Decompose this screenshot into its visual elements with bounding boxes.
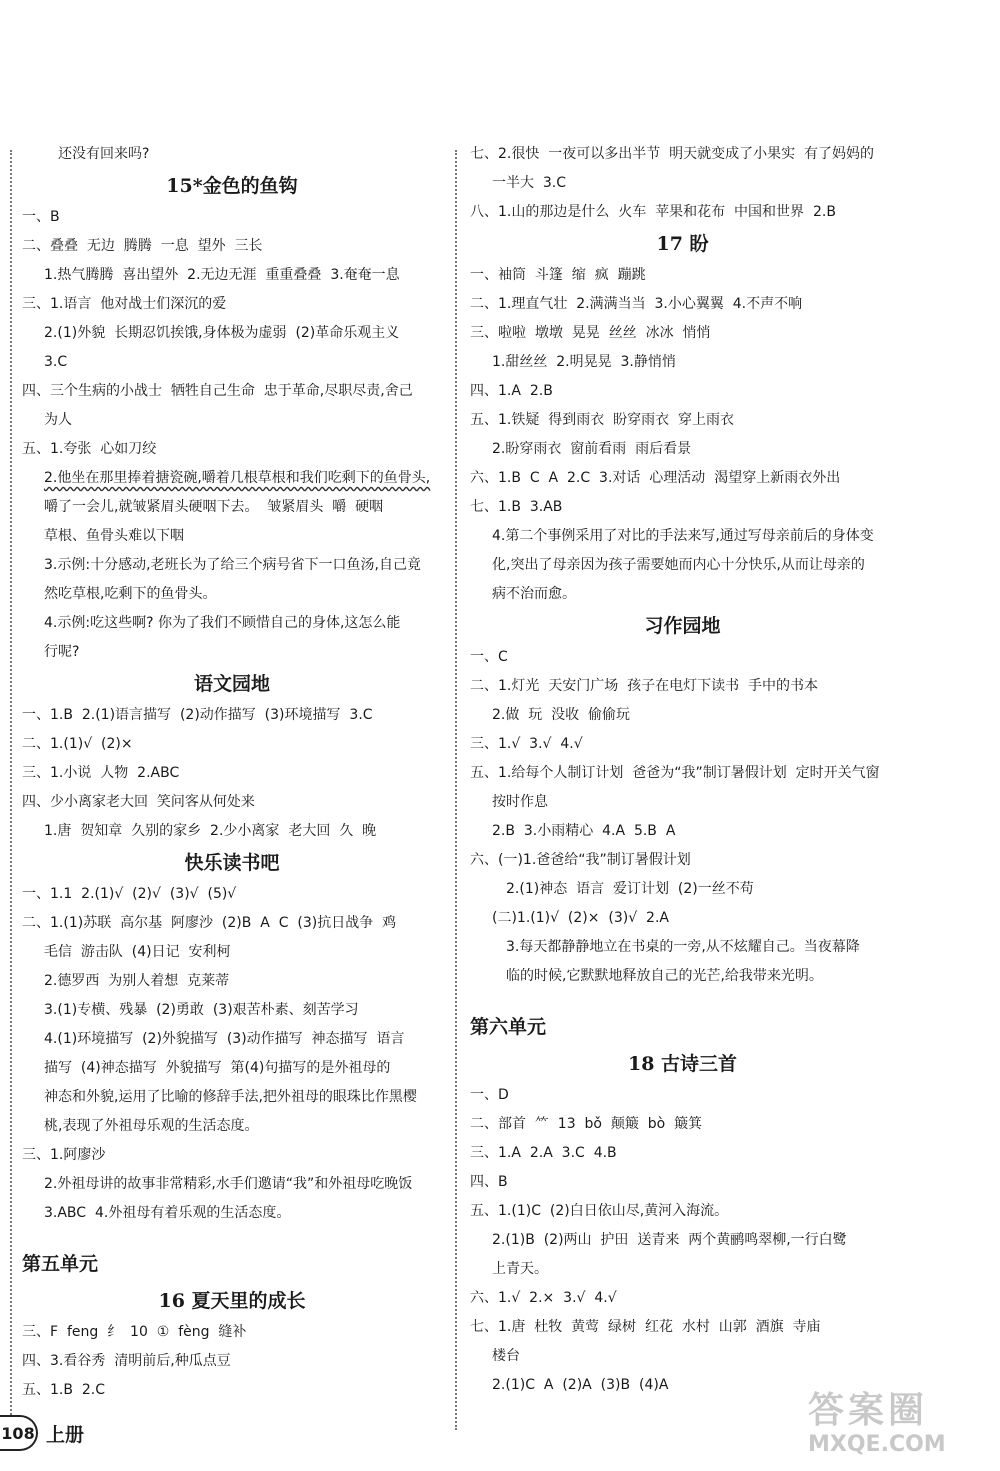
answer-line: 2.B 3.小雨精心 4.A 5.B A xyxy=(492,823,676,839)
answer-line: 3.每天都静静地立在书桌的一旁,从不炫耀自己。当夜幕降 xyxy=(506,939,860,955)
answer-line: 嚼了一会儿,就皱紧眉头硬咽下去。 皱紧眉头 嚼 硬咽 xyxy=(44,499,384,515)
answer-line: 三、1.A 2.A 3.C 4.B xyxy=(470,1145,617,1161)
answer-line: 二、叠叠 无边 腾腾 一息 望外 三长 xyxy=(22,238,263,254)
answer-line: 3.(1)专横、残暴 (2)勇敢 (3)艰苦朴素、刻苦学习 xyxy=(44,1002,359,1018)
answer-line: 2.他坐在那里捧着搪瓷碗,嚼着几根草根和我们吃剩下的鱼骨头, xyxy=(44,470,431,486)
answer-line: 病不治而愈。 xyxy=(492,586,576,602)
watermark-logo: 答案圈 xyxy=(808,1390,929,1431)
left-column xyxy=(22,140,442,1405)
section-heading: 17 盼 xyxy=(656,233,709,255)
answer-line: 四、1.A 2.B xyxy=(470,383,553,399)
answer-line: 化,突出了母亲因为孩子需要她而内心十分快乐,从而让母亲的 xyxy=(492,557,865,573)
answer-line: 楼台 xyxy=(492,1348,520,1364)
answer-line: 2.(1)外貌 长期忍饥挨饿,身体极为虚弱 (2)革命乐观主义 xyxy=(44,325,400,341)
answer-line: 一、袖筒 斗篷 缩 疯 蹦跳 xyxy=(470,267,646,283)
answer-line: 六、1.√ 2.× 3.√ 4.√ xyxy=(470,1290,617,1306)
page-number: 108 xyxy=(0,1415,38,1451)
answer-line: 二、1.灯光 天安门广场 孩子在电灯下读书 手中的书本 xyxy=(470,678,819,694)
answer-line: 2.外祖母讲的故事非常精彩,水手们邀请“我”和外祖母吃晚饭 xyxy=(44,1176,413,1192)
answer-line: 五、1.(1)C (2)白日依山尽,黄河入海流。 xyxy=(470,1203,729,1219)
answer-line: 一、1.1 2.(1)√ (2)√ (3)√ (5)√ xyxy=(22,886,237,902)
answer-line: 一半大 3.C xyxy=(492,175,567,191)
answer-line: 4.第二个事例采用了对比的手法来写,通过写母亲前后的身体变 xyxy=(492,528,874,544)
answer-line: 三、1.语言 他对战士们深沉的爱 xyxy=(22,296,227,312)
answer-line: 六、(一)1.爸爸给“我”制订暑假计划 xyxy=(470,852,691,868)
answer-line: 2.(1)神态 语言 爱订计划 (2)一丝不苟 xyxy=(506,881,754,897)
spacer xyxy=(22,1228,442,1244)
answer-line: 三、啦啦 墩墩 晃晃 丝丝 冰冰 悄悄 xyxy=(470,325,711,341)
answer-line: (二)1.(1)√ (2)× (3)√ 2.A xyxy=(492,910,669,926)
answer-line: 行呢? xyxy=(44,644,80,660)
answer-line: 2.(1)B (2)两山 护田 送青来 两个黄鹂鸣翠柳,一行白鹭 xyxy=(492,1232,847,1248)
answer-line: 3.示例:十分感动,老班长为了给三个病号省下一口鱼汤,自己竟 xyxy=(44,557,421,573)
answer-line: 八、1.山的那边是什么 火车 苹果和花布 中国和世界 2.B xyxy=(470,204,836,220)
answer-line: 上青天。 xyxy=(492,1261,548,1277)
answer-line: 4.(1)环境描写 (2)外貌描写 (3)动作描写 神态描写 语言 xyxy=(44,1031,405,1047)
answer-line: 毛信 游击队 (4)日记 安利柯 xyxy=(44,944,231,960)
answer-line: 四、B xyxy=(470,1174,508,1190)
section-heading: 第五单元 xyxy=(22,1253,99,1275)
answer-line: 1.热气腾腾 喜出望外 2.无边无涯 重重叠叠 3.奄奄一息 xyxy=(44,267,400,283)
answer-line: 一、1.B 2.(1)语言描写 (2)动作描写 (3)环境描写 3.C xyxy=(22,707,373,723)
answer-line: 3.C xyxy=(44,354,68,370)
column-divider xyxy=(455,150,457,1430)
answer-line: 三、1.阿廖沙 xyxy=(22,1147,106,1163)
answer-line: 3.ABC 4.外祖母有着乐观的生活态度。 xyxy=(44,1205,291,1221)
answer-line: 二、部首 ⺮ 13 bǒ 颠簸 bò 簸箕 xyxy=(470,1116,703,1132)
answer-line: 1.甜丝丝 2.明晃晃 3.静悄悄 xyxy=(492,354,676,370)
section-heading: 18 古诗三首 xyxy=(627,1053,738,1075)
answer-line: 二、1.(1)√ (2)× xyxy=(22,736,133,752)
answer-line: 三、1.√ 3.√ 4.√ xyxy=(470,736,583,752)
answer-line: 2.(1)C A (2)A (3)B (4)A xyxy=(492,1377,669,1393)
answer-line: 1.唐 贺知章 久别的家乡 2.少小离家 老大回 久 晚 xyxy=(44,823,377,839)
answer-line: 四、三个生病的小战士 牺牲自己生命 忠于革命,尽职尽责,舍己 xyxy=(22,383,413,399)
answer-line: 2.做 玩 没收 偷偷玩 xyxy=(492,707,631,723)
answer-line: 2.盼穿雨衣 窗前看雨 雨后看景 xyxy=(492,441,692,457)
answer-line: 神态和外貌,运用了比喻的修辞手法,把外祖母的眼珠比作黑樱 xyxy=(44,1089,417,1105)
answer-line: 2.德罗西 为别人着想 克莱蒂 xyxy=(44,973,230,989)
answer-line: 一、D xyxy=(470,1087,509,1103)
answer-line: 还没有回来吗? xyxy=(58,146,150,162)
answer-line: 二、1.(1)苏联 高尔基 阿廖沙 (2)B A C (3)抗日战争 鸡 xyxy=(22,915,397,931)
watermark-url: MXQE.COM xyxy=(808,1432,946,1457)
answer-line: 七、2.很快 一夜可以多出半节 明天就变成了小果实 有了妈妈的 xyxy=(470,146,875,162)
answer-line: 描写 (4)神态描写 外貌描写 第(4)句描写的是外祖母的 xyxy=(44,1060,391,1076)
answer-line: 七、1.唐 杜牧 黄莺 绿树 红花 水村 山郭 酒旗 寺庙 xyxy=(470,1319,821,1335)
answer-line: 二、1.理直气壮 2.满满当当 3.小心翼翼 4.不声不响 xyxy=(470,296,803,312)
spacer xyxy=(470,991,895,1007)
answer-line: 三、1.小说 人物 2.ABC xyxy=(22,765,180,781)
section-heading: 15*金色的鱼钩 xyxy=(166,175,298,197)
page-footer xyxy=(0,1417,84,1449)
answer-line: 六、1.B C A 2.C 3.对话 心理活动 渴望穿上新雨衣外出 xyxy=(470,470,841,486)
section-heading: 快乐读书吧 xyxy=(184,852,280,874)
answer-line: 五、1.铁疑 得到雨衣 盼穿雨衣 穿上雨衣 xyxy=(470,412,735,428)
answer-line: 临的时候,它默默地释放自己的光芒,给我带来光明。 xyxy=(506,968,823,984)
section-heading: 习作园地 xyxy=(644,615,721,637)
answer-line: 三、F feng 纟 10 ① fèng 缝补 xyxy=(22,1324,247,1340)
answer-line: 4.示例:吃这些啊? 你为了我们不顾惜自己的身体,这怎么能 xyxy=(44,615,401,631)
answer-line: 四、3.看谷秀 清明前后,种瓜点豆 xyxy=(22,1353,231,1369)
answer-line: 草根、鱼骨头难以下咽 xyxy=(44,528,184,544)
answer-line: 五、1.B 2.C xyxy=(22,1382,105,1398)
section-heading: 语文园地 xyxy=(193,673,270,695)
answer-line: 五、1.给每个人制订计划 爸爸为“我”制订暑假计划 定时开关气窗 xyxy=(470,765,880,781)
answer-line: 五、1.夸张 心如刀绞 xyxy=(22,441,157,457)
section-heading: 第六单元 xyxy=(470,1016,547,1038)
left-margin-divider xyxy=(10,150,12,1430)
answer-line: 七、1.B 3.AB xyxy=(470,499,563,515)
answer-line: 一、C xyxy=(470,649,508,665)
section-heading: 16 夏天里的成长 xyxy=(158,1290,306,1312)
answer-line: 然吃草根,吃剩下的鱼骨头。 xyxy=(44,586,217,602)
answer-line: 四、少小离家老大回 笑问客从何处来 xyxy=(22,794,255,810)
right-column xyxy=(470,140,895,1400)
volume-label: 上册 xyxy=(46,1423,85,1446)
answer-line: 桃,表现了外祖母乐观的生活态度。 xyxy=(44,1118,259,1134)
answer-line: 一、B xyxy=(22,209,60,225)
watermark xyxy=(808,1390,988,1465)
answer-line: 按时作息 xyxy=(492,794,548,810)
answer-line: 为人 xyxy=(44,412,72,428)
